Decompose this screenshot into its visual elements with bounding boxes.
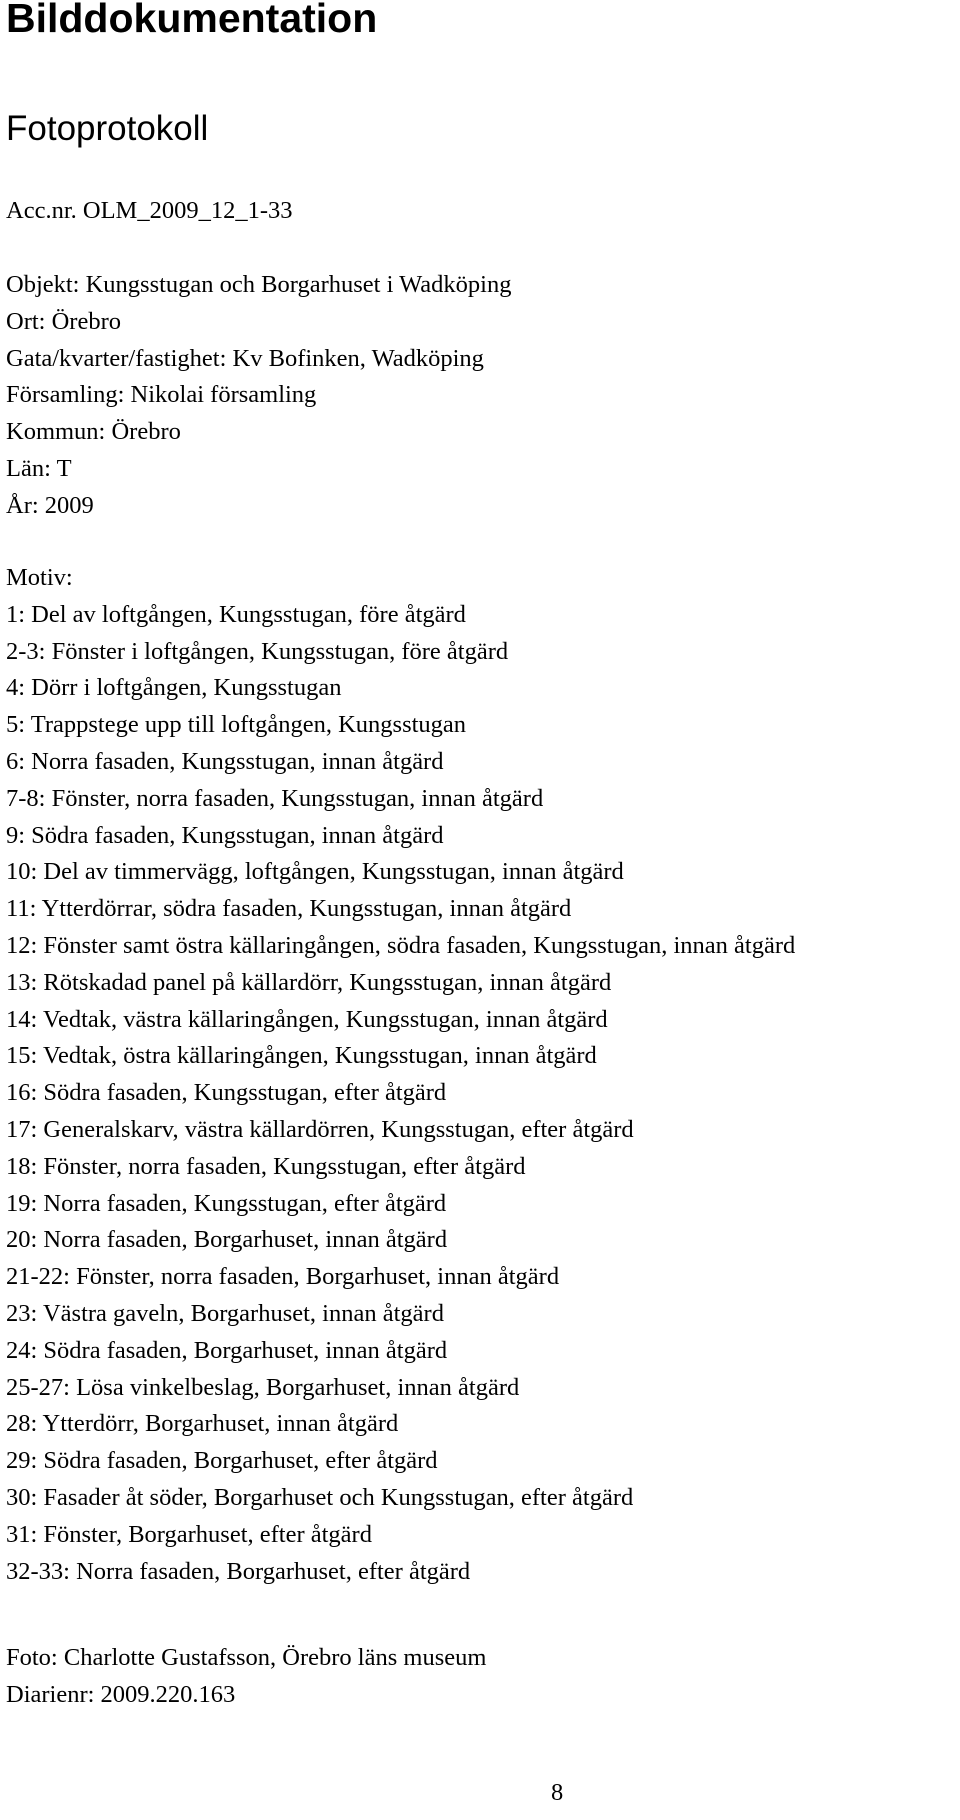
motiv-item: 17: Generalskarv, västra källardörren, Kungsstugan, efter åtgärd <box>6 1115 634 1143</box>
diary-number: Diarienr: 2009.220.163 <box>6 1680 236 1708</box>
motiv-item: 11: Ytterdörrar, södra fasaden, Kungsstugan, innan åtgärd <box>6 895 572 923</box>
document-heading: Bilddokumentation <box>6 0 378 41</box>
motiv-item: 5: Trappstege upp till loftgången, Kungsstugan <box>6 711 467 739</box>
motiv-item: 20: Norra fasaden, Borgarhuset, innan åtgärd <box>6 1226 448 1254</box>
metadata-gata: Gata/kvarter/fastighet: Kv Bofinken, Wadköping <box>6 344 484 372</box>
motiv-item: 24: Södra fasaden, Borgarhuset, innan åtgärd <box>6 1336 448 1364</box>
motiv-item: 21-22: Fönster, norra fasaden, Borgarhuset, innan åtgärd <box>6 1263 560 1291</box>
metadata-list <box>6 267 511 525</box>
motiv-item: 15: Vedtak, östra källaringången, Kungsstugan, innan åtgärd <box>6 1042 597 1070</box>
motiv-item: 23: Västra gaveln, Borgarhuset, innan åtgärd <box>6 1299 444 1327</box>
motiv-item: 13: Rötskadad panel på källardörr, Kungsstugan, innan åtgärd <box>6 968 612 996</box>
acc-number: Acc.nr. OLM_2009_12_1-33 <box>6 197 293 224</box>
page-number: 8 <box>551 1779 564 1806</box>
metadata-forsamling: Församling: Nikolai församling <box>6 381 317 409</box>
photographer-credit: Foto: Charlotte Gustafsson, Örebro läns museum <box>6 1644 487 1671</box>
motiv-label: Motiv: <box>6 564 73 591</box>
motiv-item: 2-3: Fönster i loftgången, Kungsstugan, före åtgärd <box>6 637 509 665</box>
metadata-ort: Ort: Örebro <box>6 307 121 335</box>
motiv-item: 32-33: Norra fasaden, Borgarhuset, efter åtgärd <box>6 1557 471 1585</box>
motiv-item: 19: Norra fasaden, Kungsstugan, efter åtgärd <box>6 1189 447 1217</box>
motiv-list <box>6 560 795 1590</box>
credits-block <box>6 1640 486 1714</box>
motiv-item: 31: Fönster, Borgarhuset, efter åtgärd <box>6 1520 372 1548</box>
motiv-item: 4: Dörr i loftgången, Kungsstugan <box>6 674 342 702</box>
metadata-objekt: Objekt: Kungsstugan och Borgarhuset i Wadköping <box>6 271 512 298</box>
acc-number-block <box>6 193 292 230</box>
metadata-ar: År: 2009 <box>6 491 94 519</box>
motiv-item: 16: Södra fasaden, Kungsstugan, efter åtgärd <box>6 1079 447 1107</box>
motiv-item: 7-8: Fönster, norra fasaden, Kungsstugan, innan åtgärd <box>6 784 544 812</box>
motiv-item: 18: Fönster, norra fasaden, Kungsstugan, efter åtgärd <box>6 1152 526 1180</box>
motiv-item: 30: Fasader åt söder, Borgarhuset och Kungsstugan, efter åtgärd <box>6 1483 634 1511</box>
motiv-item: 12: Fönster samt östra källaringången, södra fasaden, Kungsstugan, innan åtgärd <box>6 931 796 959</box>
motiv-item: 14: Vedtak, västra källaringången, Kungsstugan, innan åtgärd <box>6 1005 608 1033</box>
metadata-lan: Län: T <box>6 454 72 482</box>
motiv-item: 28: Ytterdörr, Borgarhuset, innan åtgärd <box>6 1410 399 1438</box>
metadata-kommun: Kommun: Örebro <box>6 418 181 446</box>
motiv-item: 9: Södra fasaden, Kungsstugan, innan åtgärd <box>6 821 444 849</box>
document-subtitle: Fotoprotokoll <box>6 109 209 148</box>
motiv-item: 1: Del av loftgången, Kungsstugan, före åtgärd <box>6 600 466 628</box>
motiv-item: 6: Norra fasaden, Kungsstugan, innan åtgärd <box>6 747 444 775</box>
motiv-item: 29: Södra fasaden, Borgarhuset, efter åtgärd <box>6 1447 438 1475</box>
motiv-item: 10: Del av timmervägg, loftgången, Kungsstugan, innan åtgärd <box>6 858 624 886</box>
motiv-item: 25-27: Lösa vinkelbeslag, Borgarhuset, innan åtgärd <box>6 1373 520 1401</box>
